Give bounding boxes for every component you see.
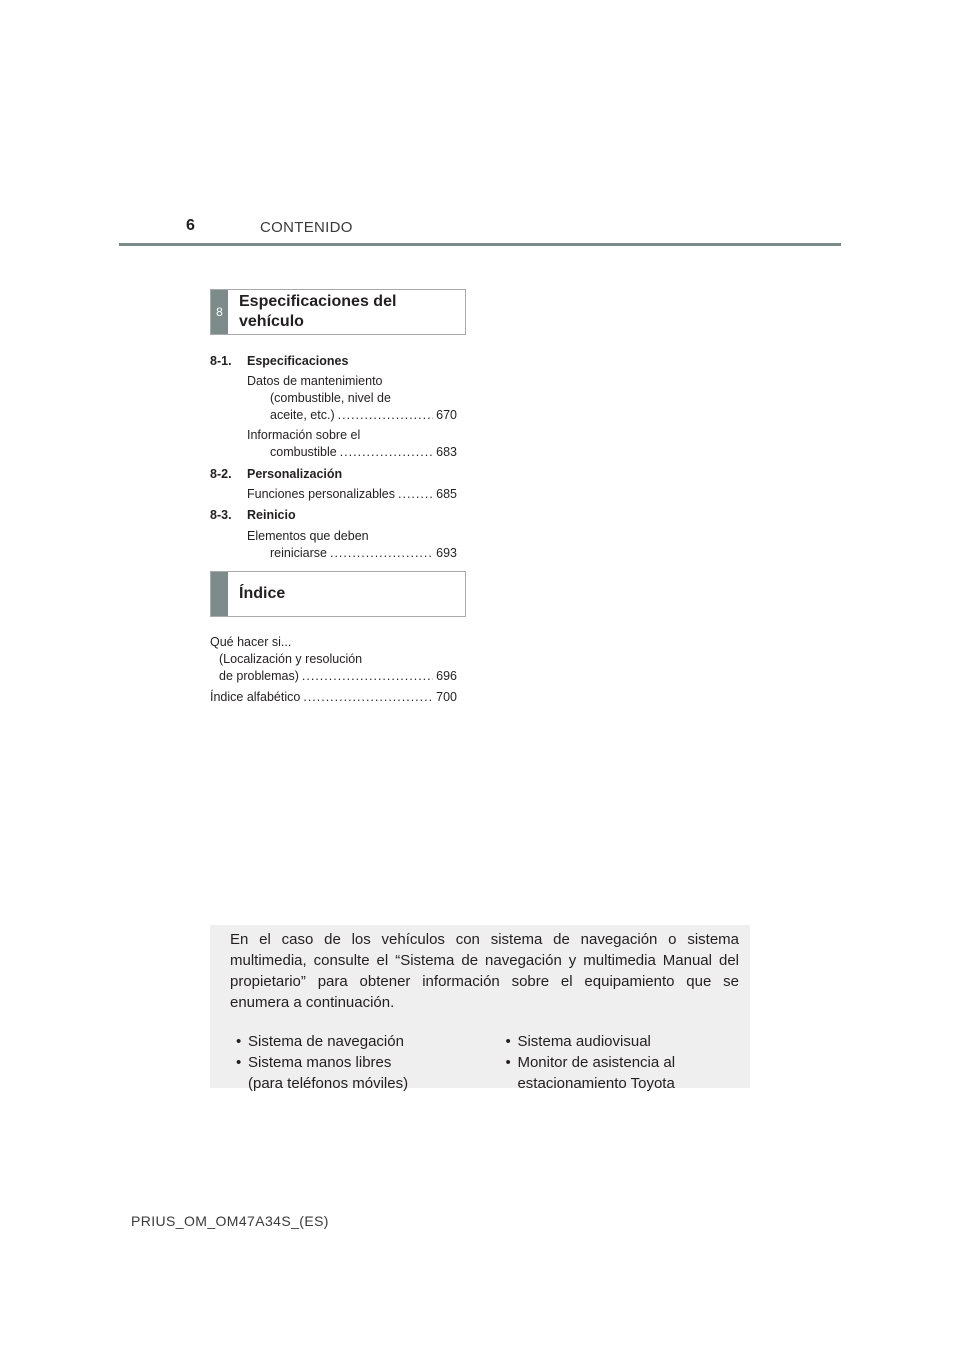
toc-entry[interactable] bbox=[247, 486, 457, 503]
chapter-name: Personalización bbox=[247, 467, 343, 481]
footer-doc-code: PRIUS_OM_OM47A34S_(ES) bbox=[131, 1213, 329, 1229]
entry-text: reiniciarse bbox=[270, 546, 327, 560]
entry-line: (Localización y resolución bbox=[219, 652, 363, 666]
list-item bbox=[499, 1052, 739, 1094]
entry-text: Funciones personalizables bbox=[247, 487, 396, 501]
chapter-8-3 bbox=[210, 507, 296, 524]
dot-leader bbox=[398, 486, 433, 503]
item-line: Monitor de asistencia al bbox=[517, 1054, 676, 1071]
dot-leader bbox=[338, 407, 434, 424]
entry-line: (combustible, nivel de bbox=[270, 391, 391, 405]
entry-line: Información sobre el bbox=[247, 428, 361, 442]
chapter-number: 8-1. bbox=[210, 354, 232, 368]
dot-leader bbox=[302, 668, 433, 685]
entry-page: 696 bbox=[436, 669, 457, 683]
chapter-8-1 bbox=[210, 353, 348, 370]
entry-page: 700 bbox=[436, 690, 457, 704]
header-title: CONTENIDO bbox=[260, 219, 353, 236]
entry-line: Elementos que deben bbox=[247, 529, 369, 543]
dot-leader bbox=[340, 444, 433, 461]
equipment-list bbox=[230, 1031, 739, 1094]
entry-page: 670 bbox=[436, 408, 457, 422]
toc-entry[interactable] bbox=[247, 528, 457, 562]
index-section-title: Índice bbox=[239, 585, 286, 602]
item-line: estacionamiento Toyota bbox=[517, 1075, 675, 1092]
item-line: (para teléfonos móviles) bbox=[248, 1075, 409, 1092]
entry-text: Índice alfabético bbox=[210, 690, 301, 704]
dot-leader bbox=[303, 689, 433, 706]
item-line: Sistema audiovisual bbox=[517, 1033, 651, 1050]
chapter-number: 8-2. bbox=[210, 467, 232, 481]
list-item bbox=[230, 1052, 499, 1094]
section-8-box bbox=[210, 289, 466, 335]
toc-entry[interactable] bbox=[210, 634, 457, 685]
entry-text: aceite, etc.) bbox=[270, 408, 335, 422]
section-8-title: Especificaciones del vehículo bbox=[239, 293, 397, 330]
page-number: 6 bbox=[186, 217, 195, 234]
item-line: Sistema de navegación bbox=[248, 1033, 404, 1050]
toc-entry[interactable] bbox=[210, 689, 457, 706]
equipment-column-right bbox=[499, 1031, 739, 1094]
index-section-tab bbox=[211, 572, 228, 616]
entry-line: Qué hacer si... bbox=[210, 635, 292, 649]
toc-entry[interactable] bbox=[247, 427, 457, 461]
list-item bbox=[230, 1031, 499, 1052]
chapter-number: 8-3. bbox=[210, 508, 232, 522]
entry-text: de problemas) bbox=[219, 669, 299, 683]
list-item bbox=[499, 1031, 739, 1052]
note-text: En el caso de los vehículos con sistema de navegación o sistema multimedia, consulte el “Sistema de navegación y multimedia Manual del propietario” para obtener información sobre el equipamiento que se enumera a continuación. bbox=[230, 931, 739, 1011]
entry-page: 683 bbox=[436, 445, 457, 459]
entry-line: Datos de mantenimiento bbox=[247, 374, 383, 388]
chapter-name: Especificaciones bbox=[247, 354, 349, 368]
entry-page: 685 bbox=[436, 487, 457, 501]
note-box bbox=[210, 925, 750, 1092]
entry-page: 693 bbox=[436, 546, 457, 560]
section-8-tab: 8 bbox=[211, 290, 228, 334]
chapter-8-2 bbox=[210, 466, 342, 483]
item-line: Sistema manos libres bbox=[248, 1054, 392, 1071]
entry-text: combustible bbox=[270, 445, 337, 459]
chapter-name: Reinicio bbox=[247, 508, 296, 522]
dot-leader bbox=[330, 545, 433, 562]
equipment-column-left bbox=[230, 1031, 499, 1094]
toc-entry[interactable] bbox=[247, 373, 457, 424]
index-section-box bbox=[210, 571, 466, 617]
header-rule bbox=[119, 243, 841, 246]
